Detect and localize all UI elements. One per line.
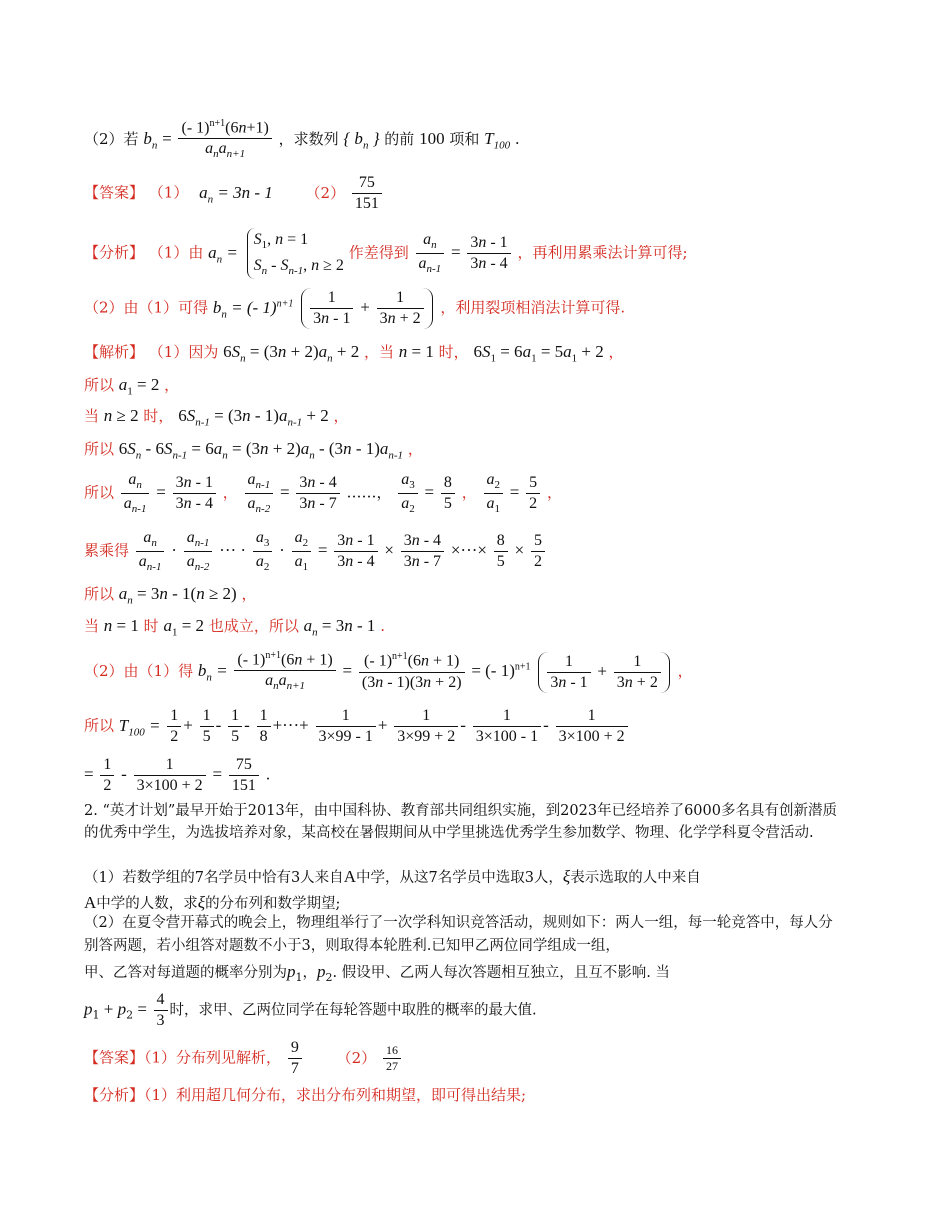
q1-answer: 【答案】 （1） $a_n = 3n - 1$ （2） $\frac{75}{151}$ — [84, 173, 384, 214]
q1-solution-2: （2）由（1）得 $b_n$ = $\frac{(- 1)^{n+1}(6n + 1)}{a_na_{n+1}}$ = $\frac{(- 1)^{n+1}(6n + 1)}{(3n - 1)(3n + 2)}$ = (- 1)$^{n+1}$ $\frac{1}{3n - 1}$ + $\frac{1}{3n + 2}$ ， — [84, 650, 693, 693]
q1-solution-product: 累乘得 $\frac{a_n}{a_{n-1}}$ · $\frac{a_{n-1}}{a_{n-2}}$ ··· · $\frac{a_3}{a_2}$ · $\frac{a_2}{a_1}$ = $\frac{3n - 1}{3n - 4}$ × $\frac{3n - 4}{3n - 7}$ ×···× $\frac{8}{5}$ × $\frac{5}{2}$ — [84, 528, 547, 575]
q1-answer-fraction: $\frac{75}{151}$ — [352, 173, 382, 214]
q1-solution-1: 【解析】 （1）因为 $6S_n = (3n + 2)a_n + 2$ ，当 n = 1 时， $6S_1 = 6a_1 = 5a_1 + 2$ ， — [84, 342, 624, 365]
q1-analysis-2: （2）由（1）可得 $b_n$ = (- 1)$^{n+1}$ $\frac{1}{3n - 1}$ + $\frac{1}{3n + 2}$ ，利用裂项相消法计算可得. — [84, 289, 626, 327]
q1-solution-a1: 所以 $a_1 = 2$ ， — [84, 375, 180, 398]
q1-solution-T100: 所以 $T_{100}$ = $\frac{1}{2}$ + $\frac{1}{5}$ - $\frac{1}{5}$ - $\frac{1}{8}$ +···+ $\frac{1}{3\times 99 - 1}$ + $\frac{1}{3\times 99 + 2}$ - $\frac{1}{3\times 100 - 1}$ - $\frac{1}{3\times 100 + 2}$ — [84, 706, 630, 747]
q2-part2: （2）在夏令营开幕式的晚会上，物理组举行了一次学科知识竞答活动，规则如下：两人一组，每一轮竞答中，每人分别答两题，若小组答对题数不小于3，则取得本轮胜利.已知甲乙两位同学组成一组， 甲、乙答对每道题的概率分别为$p_1$，$p_2$. 假设甲、乙两人每次答题相互独立，且互不影响. 当 — [84, 915, 833, 985]
q1-solution-an: 所以 $a_n = 3n - 1(n \ge 2)$ ， — [84, 584, 257, 607]
q2-intro: 2. “英才计划”最早开始于2013年，由中国科协、教育部共同组织实施，到2023年已经培养了6000多名具有创新潜质的优秀中学生，为选拔培养对象，某高校在暑假期间从中学里挑选优秀学生参加数学、物理、化学学科夏令营活动. — [84, 803, 837, 841]
q2-analysis: 【分析】（1）利用超几何分布，求出分布列和期望，即可得出结果; — [84, 1086, 527, 1104]
q2-answer: 【答案】（1）分布列见解析， $\frac{9}{7}$ （2） $\frac{16}{27}$ — [84, 1038, 403, 1079]
q1-solution-diff: 所以 $6S_n - 6S_{n-1} = 6a_n = (3n + 2)a_n - (3n - 1)a_{n-1}$ ， — [84, 439, 423, 462]
q1-solution-ratios: 所以 $\frac{a_n}{a_{n-1}}$ = $\frac{3n - 1}{3n - 4}$ ， $\frac{a_{n-1}}{a_{n-2}}$ = $\frac{3n - 4}{3n - 7}$ ……， $\frac{a_3}{a_2}$ = $\frac{8}{5}$ ， $\frac{a_2}{a_1}$ = $\frac{5}{2}$ ， — [84, 471, 562, 516]
bn-fraction: $\frac{(- 1)^{n+1}(6n+1)}{a_na_{n+1}}$ — [178, 118, 271, 162]
q1-solution-n1: 当 n = 1 时 $a_1 = 2$ 也成立，所以 $a_n = 3n - 1$ . — [84, 616, 385, 639]
q1-part2-line: （2）若 $b_n$ = $\frac{(- 1)^{n+1}(6n+1)}{a_na_{n+1}}$ ，求数列 { $b_n$ } 的前 100 项和 $T_{100}$ . — [84, 118, 520, 161]
piecewise-brace: $S_1$, n = 1 $S_n - S_{n-1}$, n ≥ 2 — [247, 228, 344, 279]
q1-solution-result: = $\frac{1}{2}$ - $\frac{1}{3\times 100 + 2}$ = $\frac{75}{151}$ . — [84, 756, 271, 794]
q1-analysis-1: 【分析】 （1）由 $a_n = S_1$, n = 1 $S_n - S_{n-1}$, n ≥ 2 作差得到 $\frac{a_n}{a_{n-1}}$ = $\frac{3n - 1}{3n - 4}$ ，再利用累乘法计算可得; — [84, 228, 688, 279]
q2-part1: （1）若数学组的7名学员中恰有3人来自A中学，从这7名学员中选取3人，ξ表示选取的人中来自 A中学的人数，求ξ的分布列和数学期望; — [84, 867, 701, 913]
q2-condition: $p_1 + p_2$ = $\frac{4}{3}$ 时，求甲、乙两位同学在每轮答题中取胜的概率的最大值. — [84, 991, 537, 1029]
q1-solution-n-ge-2: 当 n ≥ 2 时， $6S_{n-1} = (3n - 1)a_{n-1} + 2$ ， — [84, 406, 349, 429]
